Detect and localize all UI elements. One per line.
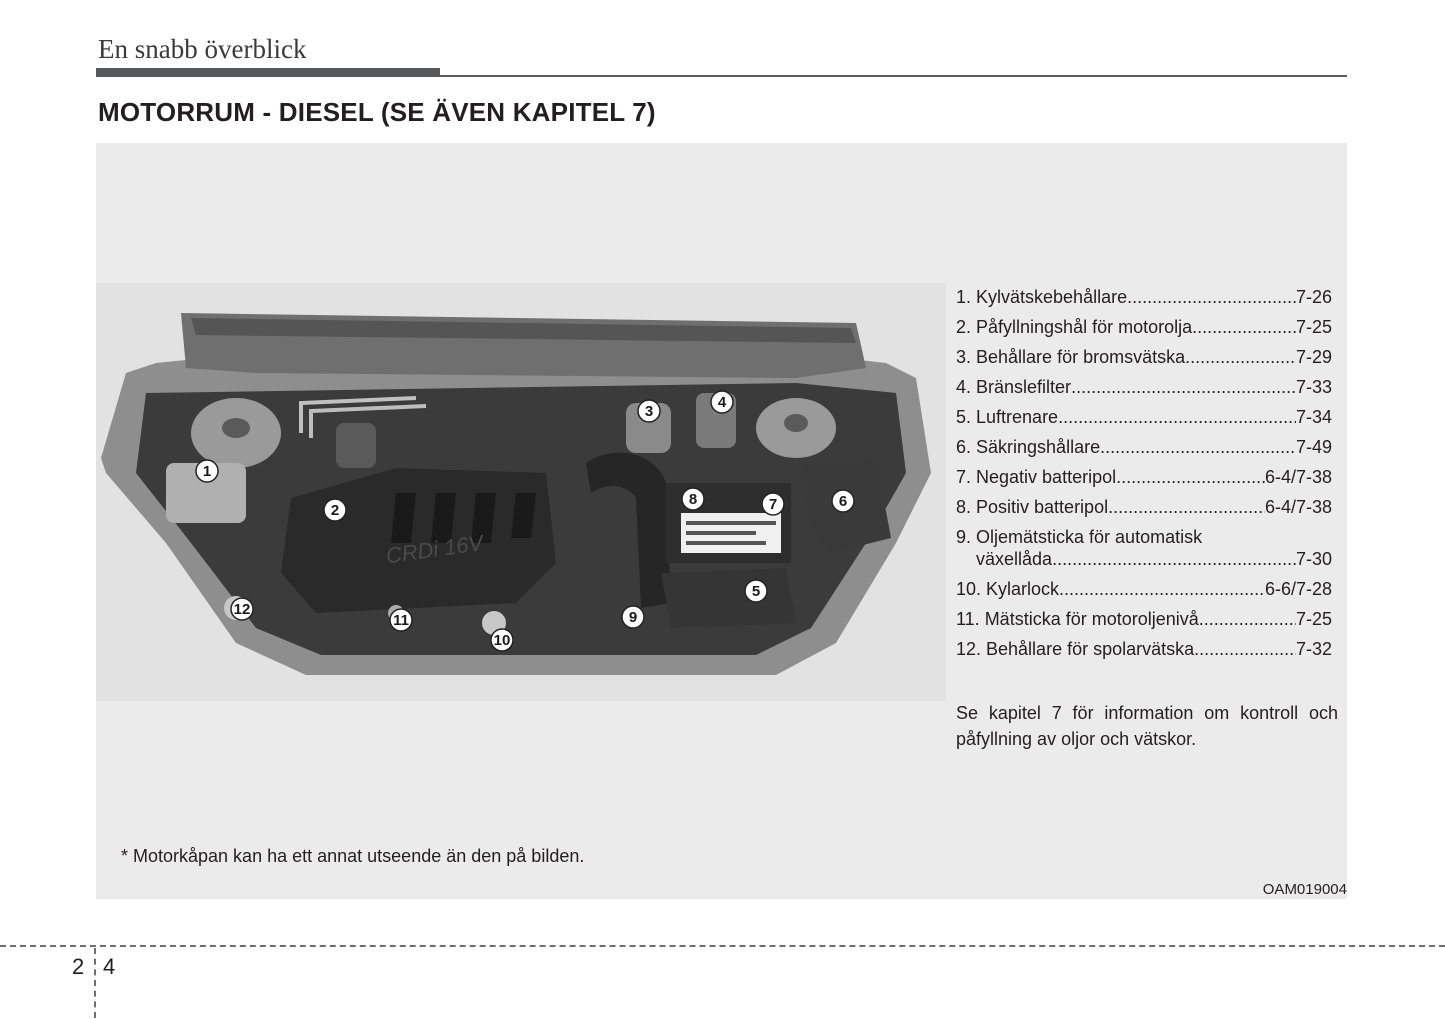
- chapter-note: Se kapitel 7 för information om kontroll och påfyllning av oljor och vätskor.: [956, 703, 1338, 749]
- legend-item: 3. Behållare för bromsvätska ..... 7-29: [956, 342, 1332, 372]
- callout-7: [762, 493, 784, 515]
- svg-text:5: 5: [751, 583, 761, 600]
- legend-item: 9. Oljemätsticka för automatisk växellåda ..... 7-30: [956, 522, 1332, 574]
- callout-4: [711, 391, 733, 413]
- page-number-divider: [94, 948, 96, 1018]
- legend-item: 5. Luftrenare ..... 7-34: [956, 402, 1332, 432]
- legend-item: 4. Bränslefilter ..... 7-33: [956, 372, 1332, 402]
- engine-bay-illustration: [96, 283, 946, 701]
- svg-text:2: 2: [330, 502, 340, 519]
- footnote: * Motorkåpan kan ha ett annat utseende än den på bilden.: [121, 846, 585, 866]
- callout-2: [324, 499, 346, 521]
- svg-text:12: 12: [233, 601, 251, 618]
- component-legend: [956, 282, 1332, 664]
- callout-11: [390, 609, 412, 631]
- callout-12: [231, 598, 253, 620]
- svg-text:9: 9: [628, 609, 638, 626]
- callout-8: [682, 488, 704, 510]
- callout-5: [745, 580, 767, 602]
- legend-item: 10. Kylarlock ..... 6-6/7-28: [956, 574, 1332, 604]
- page-chapter-number: 2: [72, 954, 85, 979]
- callout-9: [622, 606, 644, 628]
- svg-text:8: 8: [688, 491, 698, 508]
- legend-item: 12. Behållare för spolarvätska ..... 7-32: [956, 634, 1332, 664]
- header-rule-thick: [96, 68, 440, 77]
- legend-item: 7. Negativ batteripol ..... 6-4/7-38: [956, 462, 1332, 492]
- page-title: MOTORRUM - DIESEL (SE ÄVEN KAPITEL 7): [98, 97, 656, 127]
- callout-6: [832, 490, 854, 512]
- legend-item: 11. Mätsticka för motoroljenivå ..... 7-25: [956, 604, 1332, 634]
- legend-item: 6. Säkringshållare ..... 7-49: [956, 432, 1332, 462]
- header-rule-thin: [440, 75, 1347, 77]
- section-header: En snabb överblick: [98, 34, 307, 64]
- callout-1: [196, 460, 218, 482]
- svg-text:4: 4: [717, 394, 727, 411]
- legend-item: 8. Positiv batteripol ..... 6-4/7-38: [956, 492, 1332, 522]
- callout-10: [491, 629, 513, 651]
- svg-text:CRDi 16V: CRDi 16V: [384, 530, 485, 569]
- legend-item: 1. Kylvätskebehållare ..... 7-26: [956, 282, 1332, 312]
- svg-text:11: 11: [393, 612, 409, 629]
- legend-item: 2. Påfyllningshål för motorolja ..... 7-25: [956, 312, 1332, 342]
- svg-text:6: 6: [838, 493, 848, 510]
- footer-dashed-rule: [0, 945, 1445, 947]
- svg-text:7: 7: [768, 496, 778, 513]
- callout-3: [638, 400, 660, 422]
- svg-text:3: 3: [644, 403, 654, 420]
- svg-text:10: 10: [493, 632, 511, 649]
- image-code: OAM019004: [1262, 881, 1347, 898]
- svg-text:1: 1: [202, 463, 212, 480]
- page-number: 4: [103, 954, 116, 979]
